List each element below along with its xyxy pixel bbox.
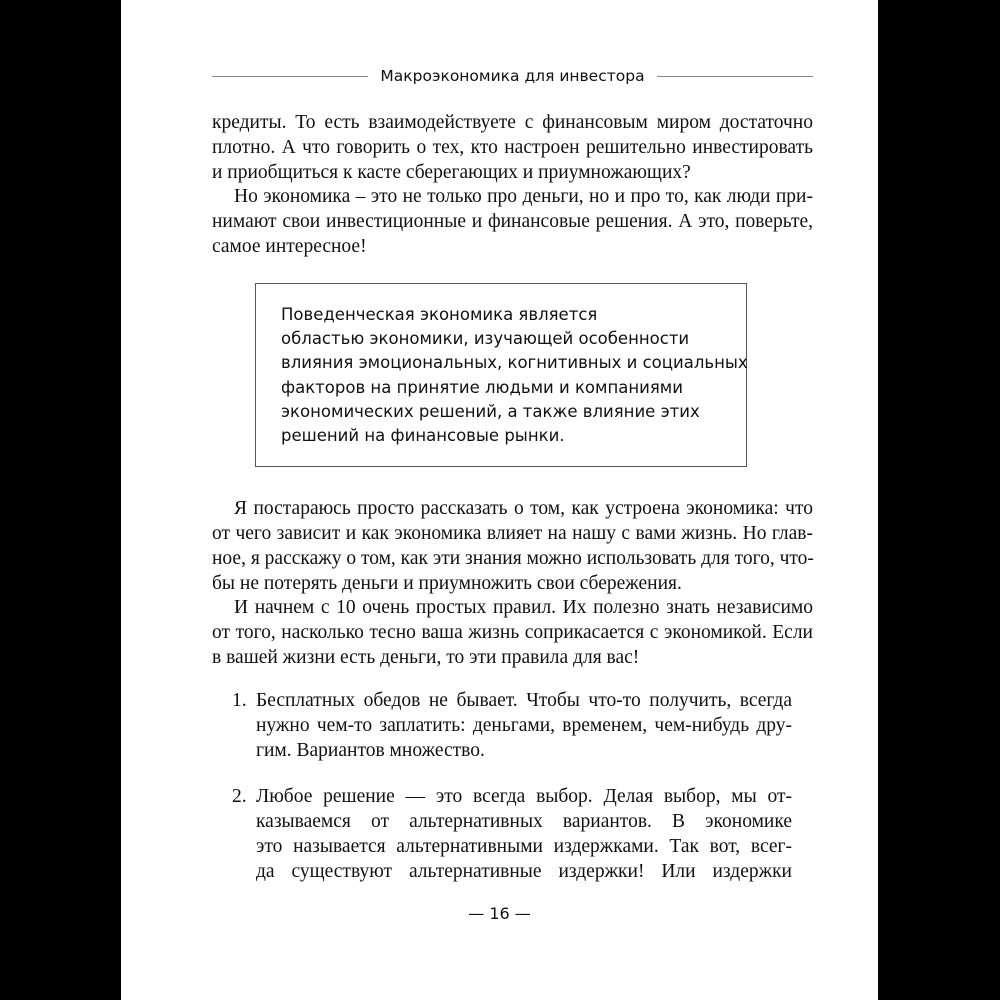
text-line: самое интересное! [212,236,367,257]
body-paragraph-2 [212,595,813,670]
definition-text [281,303,748,448]
text-line: экономических решений, а также влияние этих [281,401,700,421]
text-line: кредиты. То есть взаимодействуете с финансовым миром достаточно [212,112,813,133]
text-line: Поведенческая экономика является [281,305,598,324]
text-line: это называется альтернативными издержками. Так вот, всег- [256,836,792,857]
rule-text [256,784,792,884]
text-line: от того, насколько тесно ваша жизнь соприкасается с экономикой. Если [212,622,813,643]
intro-paragraph-1 [212,110,813,185]
text-line: казываемся от альтернативных вариантов. В экономике [256,811,792,832]
text-line: Бесплатных обедов не бывает. Чтобы что-то получить, всегда [256,690,792,711]
text-line: Но экономика – это не только про деньги, но и про то, как люди при- [234,186,813,207]
text-line: Я постараюсь просто рассказать о том, как устроена экономика: что [234,498,813,519]
text-line: нужно чем-то заплатить: деньгами, временем, чем-нибудь дру- [256,715,792,736]
page-number: — 16 — [468,904,531,923]
text-line: в вашей жизни есть деньги, то эти правила для вас! [212,647,640,668]
header-rule-right [657,76,813,77]
rule-text [256,688,792,763]
text-line: и приобщиться к касте сберегающих и приумножающих? [212,162,691,183]
text-line: И начнем с 10 очень простых правил. Их полезно знать независимо [234,597,813,618]
text-line: да существуют альтернативные издержки! Или издержки [256,861,792,882]
body-paragraph-1 [212,496,813,596]
text-line: решений на финансовые рынки. [281,426,565,446]
text-line: Любое решение — это всегда выбор. Делая выбор, мы от- [256,786,792,807]
intro-paragraph-2 [212,184,813,259]
book-page [121,0,878,1000]
header-title: Макроэкономика для инвестора [380,67,645,85]
text-line: плотно. А что говорить о тех, кто настроен решительно инвестировать [212,137,813,158]
header-rule-left [212,76,368,77]
running-header [212,64,813,88]
text-line: бы не потерять деньги и приумножить свои сбережения. [212,573,682,594]
text-line: влияния эмоциональных, когнитивных и социальных [281,353,748,373]
text-line: областью экономики, изучающей особенности [281,329,690,349]
rule-number: 1. [232,690,247,711]
text-line: гим. Вариантов множество. [256,740,485,761]
text-line: факторов на принятие людьми и компаниями [281,377,683,397]
text-line: от чего зависит и как экономика влияет на нашу с вами жизнь. Но глав- [212,523,813,544]
text-line: ное, я расскажу о том, как эти знания можно использовать для того, что- [212,548,814,569]
rule-number: 2. [232,786,247,807]
text-line: нимают свои инвестиционные и финансовые решения. А это, поверьте, [212,211,813,232]
